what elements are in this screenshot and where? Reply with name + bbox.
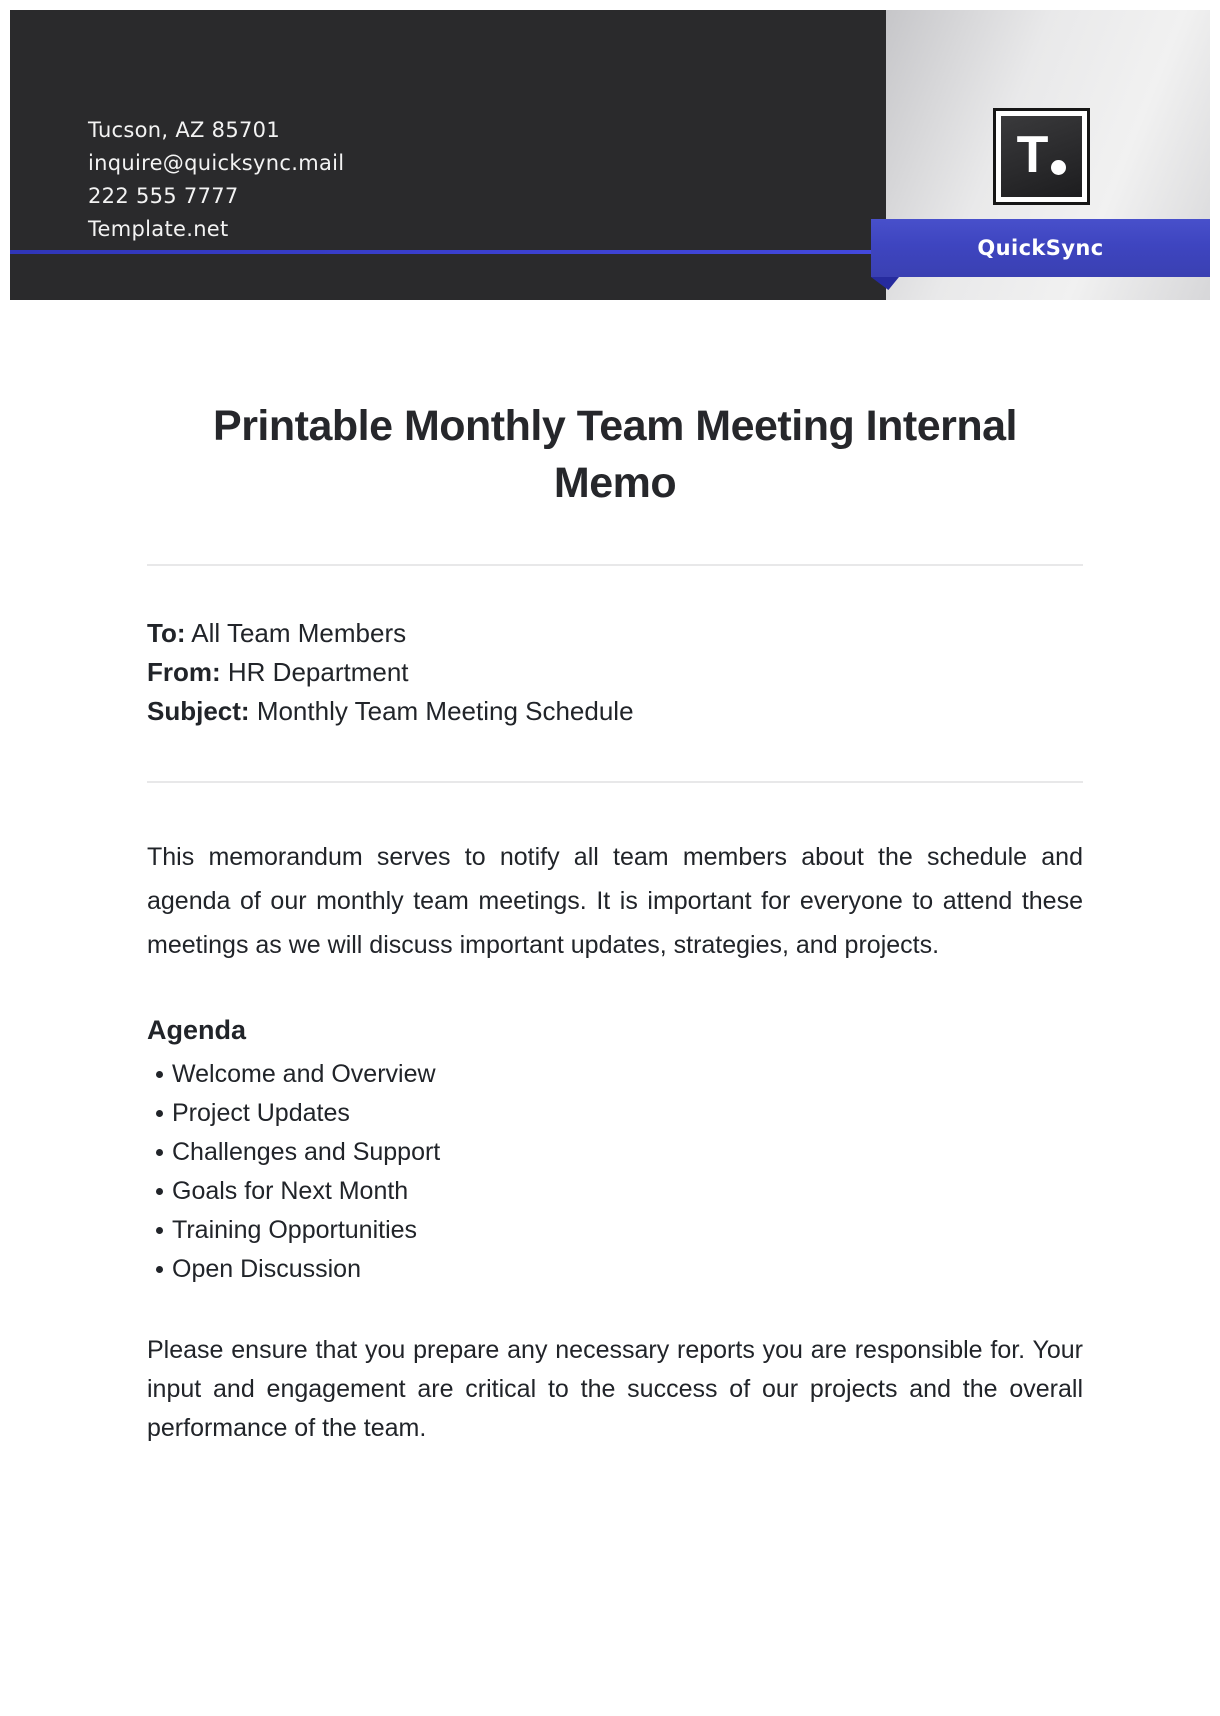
meta-from-row (147, 653, 1083, 692)
divider-top (147, 564, 1083, 566)
brand-name: QuickSync (977, 236, 1104, 260)
meta-from-value: HR Department (227, 657, 409, 687)
header-accent-line (10, 250, 871, 254)
contact-block (88, 114, 344, 246)
logo-tile (1001, 116, 1082, 197)
agenda-list (147, 1055, 1083, 1289)
contact-phone: 222 555 7777 (88, 184, 239, 208)
memo-content (147, 398, 1083, 1448)
intro-paragraph: This memorandum serves to notify all team members about the schedule and agenda of our monthly team meetings. It is important for everyone to attend these meetings as we will discuss important updates, strategies, and projects. (147, 843, 1083, 959)
meta-to-row (147, 614, 1083, 653)
closing-paragraph: Please ensure that you prepare any necessary reports you are responsible for. Your input and engagement are critical to the success of our projects and the overall performance of the team. (147, 1336, 1083, 1442)
contact-website: Template.net (88, 217, 229, 241)
meta-subject-value: Monthly Team Meeting Schedule (256, 696, 634, 726)
agenda-item-open-discussion: Open Discussion (147, 1250, 1083, 1289)
agenda-item-project-updates: Project Updates (147, 1094, 1083, 1133)
header (10, 10, 1210, 300)
memo-title-line-1: Printable Monthly Team Meeting Internal (213, 402, 1017, 450)
memo-title-line-2: Memo (553, 459, 677, 507)
meta-to-label: To: (147, 618, 186, 648)
brand-ribbon (871, 219, 1210, 277)
meta-to-value: All Team Members (191, 618, 407, 648)
meta-subject-row (147, 692, 1083, 731)
meta-from-label: From: (147, 657, 221, 687)
logo-dot-icon (1051, 160, 1066, 175)
agenda-heading: Agenda (147, 1015, 247, 1045)
meta-subject-label: Subject: (147, 696, 250, 726)
contact-email: inquire@quicksync.mail (88, 151, 345, 175)
brand-logo (993, 108, 1090, 205)
logo-letter: T (1016, 125, 1049, 184)
contact-address: Tucson, AZ 85701 (88, 118, 280, 142)
memo-title (147, 398, 1083, 512)
agenda-item-challenges: Challenges and Support (147, 1133, 1083, 1172)
agenda-item-goals: Goals for Next Month (147, 1172, 1083, 1211)
memo-meta (147, 614, 1083, 731)
divider-bottom (147, 781, 1083, 783)
agenda-item-welcome: Welcome and Overview (147, 1055, 1083, 1094)
agenda-item-training: Training Opportunities (147, 1211, 1083, 1250)
